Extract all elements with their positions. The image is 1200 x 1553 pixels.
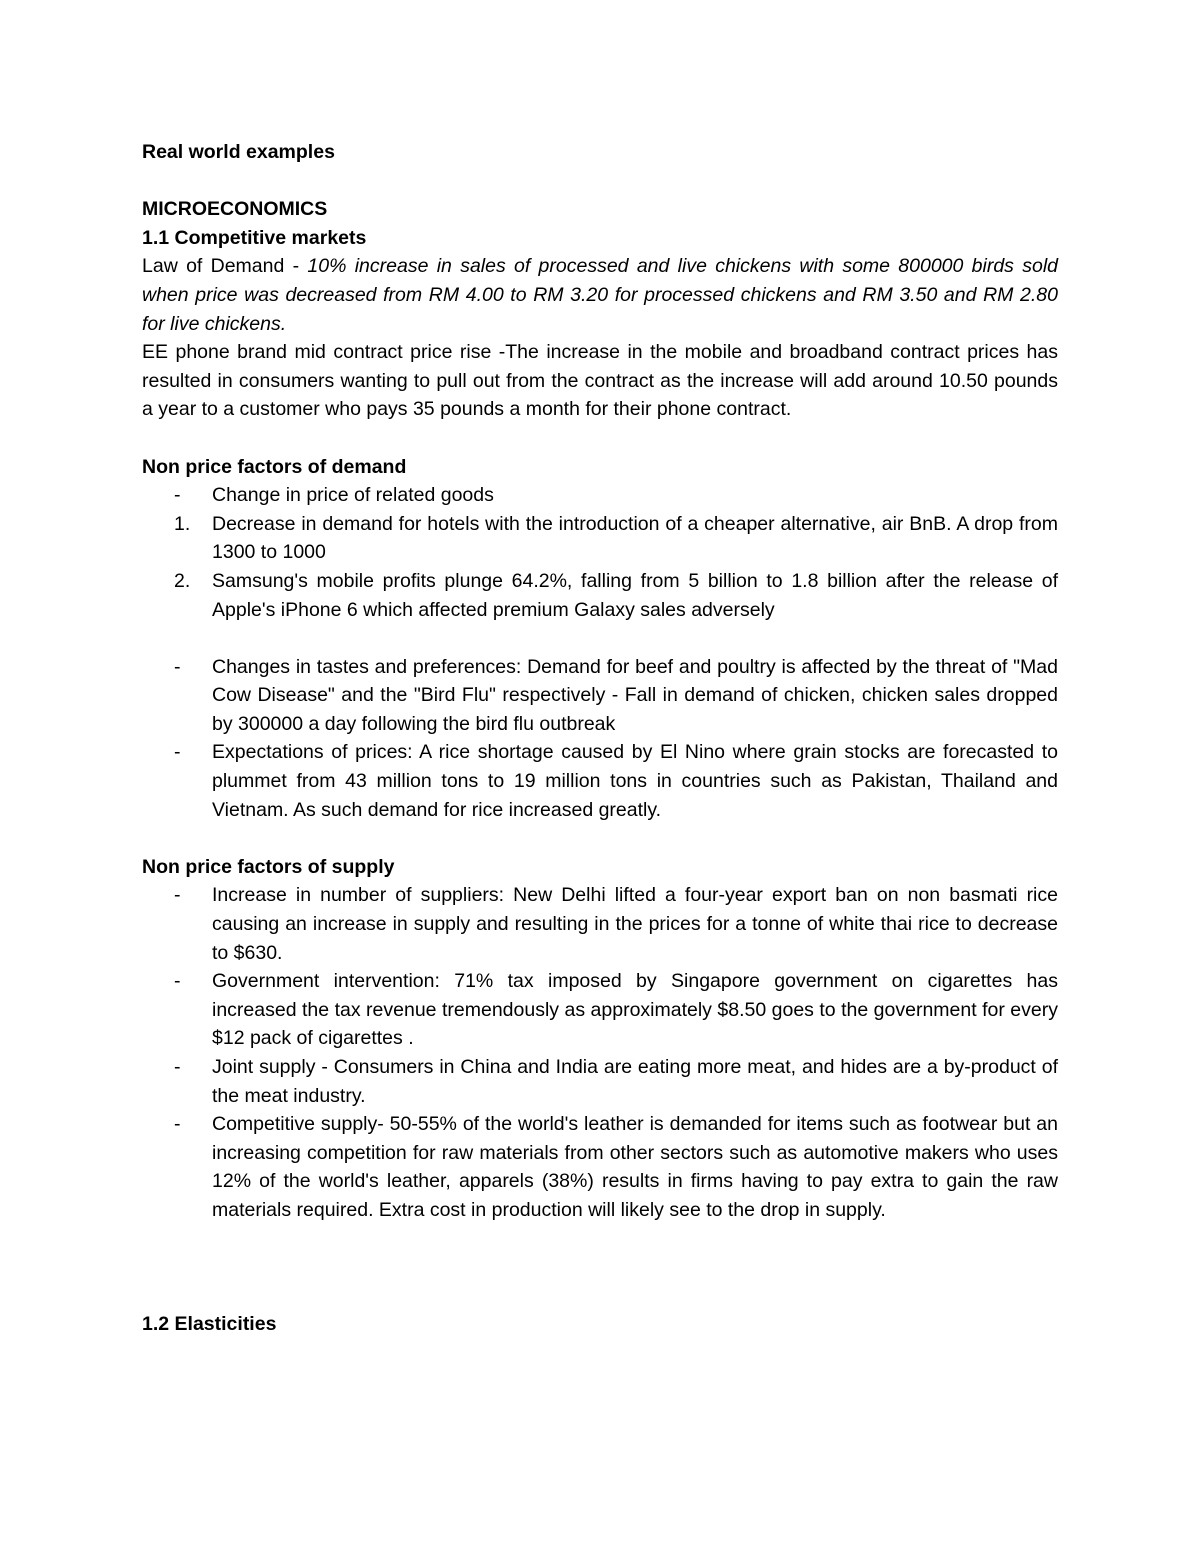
spacer — [142, 424, 1058, 453]
list-marker: - — [174, 655, 181, 678]
list-item-text: Increase in number of suppliers: New Delhi lifted a four-year export ban on non basmati rice causing an increase in supply and resulting in the prices for a tonne of white thai rice to decrease to $630. — [212, 884, 1058, 964]
law-of-demand-paragraph — [142, 252, 1058, 338]
list-marker: - — [174, 484, 181, 507]
subheading-competitive-markets: 1.1 Competitive markets — [142, 226, 367, 249]
list-item-text: Decrease in demand for hotels with the introduction of a cheaper alternative, air BnB. A drop from 1300 to 1000 — [212, 512, 1058, 564]
law-of-demand-lead: Law of Demand - — [142, 255, 308, 278]
list-item — [142, 967, 1058, 1053]
list-item-text: Changes in tastes and preferences: Demand for beef and poultry is affected by the threat of "Mad Cow Disease" and the "Bird Flu" respectively - Fall in demand of chicken, chicken sales dropped by 300000 a day following the bird flu outbreak — [212, 655, 1058, 735]
list-marker: - — [174, 1056, 181, 1078]
list-marker: 1. — [174, 512, 191, 535]
list-marker: 2. — [174, 569, 191, 592]
spacer — [142, 1253, 1058, 1282]
list-marker: - — [174, 1113, 181, 1136]
document-title: Real world examples — [142, 141, 335, 163]
document-page — [142, 138, 1058, 1339]
list-item-text: Joint supply - Consumers in China and India are eating more meat, and hides are a by-product of the meat industry. — [212, 1056, 1058, 1107]
section-heading-microeconomics: MICROECONOMICS — [142, 198, 328, 221]
spacer — [142, 1225, 1058, 1254]
list-item-text: Government intervention: 71% tax imposed by Singapore government on cigarettes has increased the tax revenue tremendously as approximately $8.50 goes to the government for every $12 pack of cigarettes . — [212, 970, 1058, 1050]
list-item — [142, 653, 1058, 739]
list-marker: - — [174, 741, 181, 764]
spacer — [142, 167, 1058, 196]
list-item-text: Change in price of related goods — [212, 484, 494, 507]
list-marker: - — [174, 970, 181, 993]
list-item-text: Competitive supply- 50-55% of the world's leather is demanded for items such as footwear but an increasing competition for raw materials from other sectors such as automotive makers who uses 12% of the world's leather, apparels (38%) results in firms having to pay extra to gain the raw materials required. Extra cost in production will likely see to the drop in supply. — [212, 1113, 1058, 1221]
subheading-elasticities: 1.2 Elasticities — [142, 1313, 277, 1336]
list-item — [142, 510, 1058, 567]
list-item — [142, 481, 1058, 510]
list-item — [142, 1110, 1058, 1224]
spacer — [142, 624, 1058, 653]
supply-list — [142, 881, 1058, 1224]
list-item — [142, 738, 1058, 824]
list-item-text: Samsung's mobile profits plunge 64.2%, falling from 5 billion to 1.8 billion after the release of Apple's iPhone 6 which affected premium Galaxy sales adversely — [212, 569, 1058, 621]
list-item — [142, 567, 1058, 624]
list-item — [142, 881, 1058, 967]
spacer — [142, 824, 1058, 853]
subheading-non-price-demand: Non price factors of demand — [142, 455, 407, 478]
list-marker: - — [174, 884, 181, 907]
ee-phone-paragraph: EE phone brand mid contract price rise -The increase in the mobile and broadband contract prices has resulted in consumers wanting to pull out from the contract as the increase will add around 10.50 pounds a year to a customer who pays 35 pounds a month for their phone contract. — [142, 341, 1058, 421]
subheading-non-price-supply: Non price factors of supply — [142, 855, 395, 878]
demand-list — [142, 481, 1058, 624]
law-of-demand-example: 10% increase in sales of processed and live chickens with some 800000 birds sold when price was decreased from RM 4.00 to RM 3.20 for processed chickens and RM 3.50 and RM 2.80 for live chickens. — [142, 255, 1058, 335]
demand-list-2 — [142, 653, 1058, 825]
list-item-text: Expectations of prices: A rice shortage caused by El Nino where grain stocks are forecasted to plummet from 43 million tons to 19 million tons in countries such as Pakistan, Thailand and Vietnam. As such demand for rice increased greatly. — [212, 741, 1058, 821]
list-item — [142, 1053, 1058, 1110]
spacer — [142, 1282, 1058, 1311]
